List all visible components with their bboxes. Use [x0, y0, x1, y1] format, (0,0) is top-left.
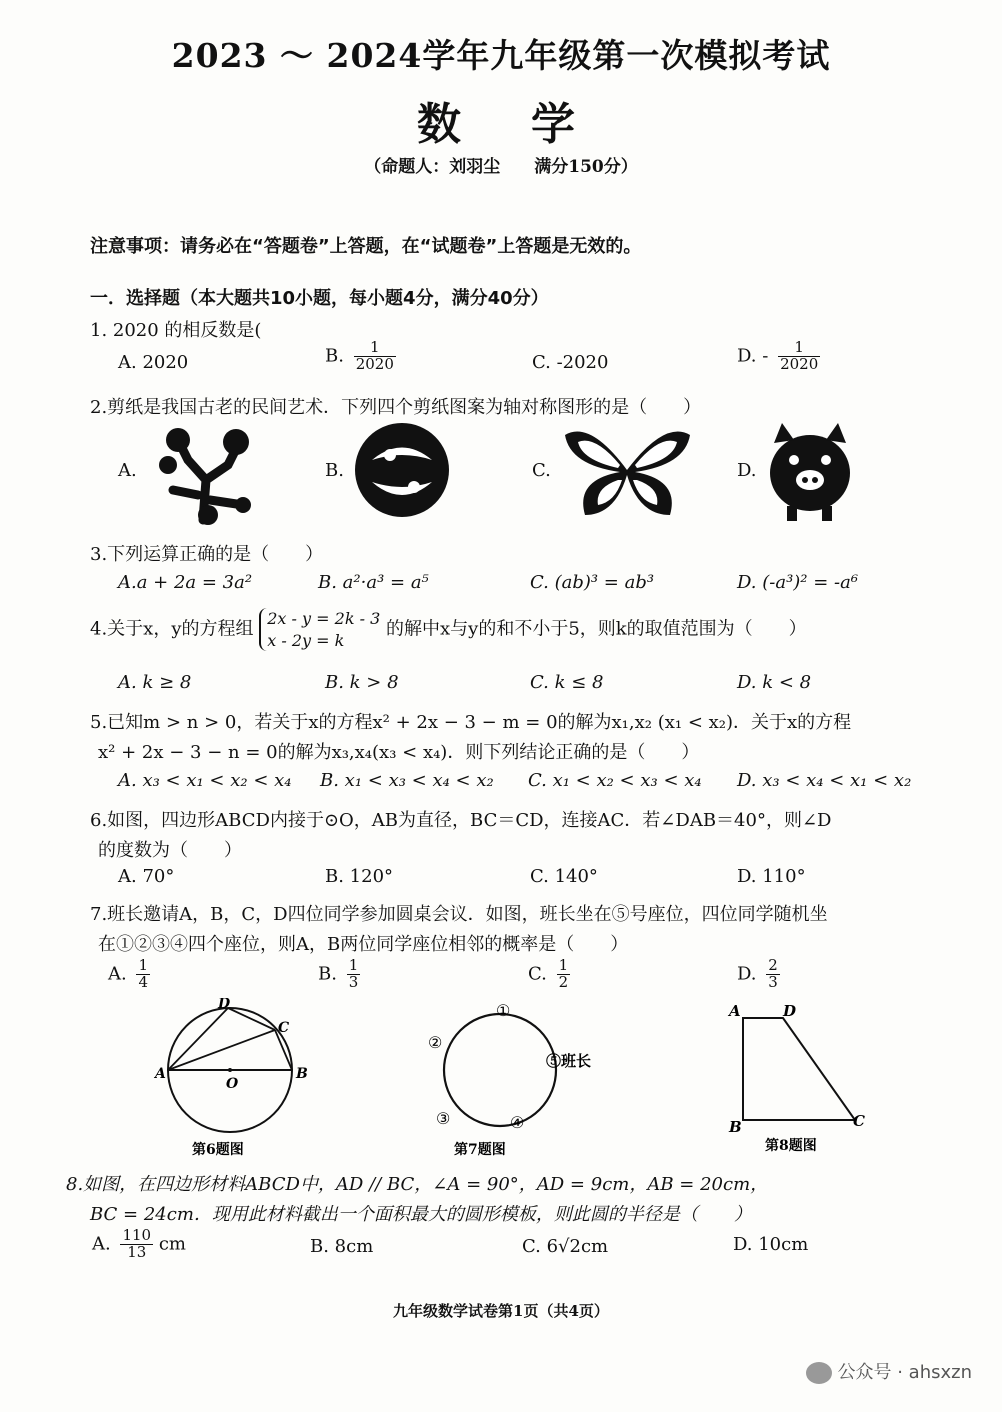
- q7-option-a-fraction: $\frac{1}{4}$: [138, 956, 149, 991]
- q1-stem: 1. 2020 的相反数是(: [90, 320, 262, 341]
- q5-option-b: B. x₁ < x₃ < x₄ < x₂: [320, 770, 494, 791]
- fig6-label-b: B: [296, 1066, 308, 1082]
- q3-option-c: C. (ab)³ = ab³: [530, 572, 655, 593]
- q1-option-a: A. 2020: [118, 352, 189, 373]
- q6-option-a: A. 70°: [118, 866, 175, 887]
- q7-line2: 在①②③④四个座位，则A，B两位同学座位相邻的概率是（ ）: [98, 934, 629, 955]
- q5-option-c: C. x₁ < x₂ < x₃ < x₄: [528, 770, 702, 791]
- fig6-label-c: C: [278, 1020, 290, 1036]
- papercut-pig-image: [762, 418, 857, 523]
- wechat-icon: [806, 1362, 832, 1384]
- fig6-caption: 第6题图: [192, 1142, 244, 1158]
- q4-stem-post: 的解中x与y的和不小于5，则k的取值范围为（ ）: [386, 618, 807, 640]
- q7-option-d-fraction: $\frac{2}{3}$: [768, 956, 778, 991]
- q7-option-c: C. $\frac{1}{2}$: [528, 956, 569, 991]
- q1-option-c: C. -2020: [532, 352, 609, 373]
- q1-option-b-label: B.: [325, 345, 344, 367]
- fig7-seat-1: ①: [496, 1001, 511, 1020]
- q3-option-a: A.a + 2a = 3a²: [118, 572, 253, 593]
- q4-option-c: C. k ≤ 8: [530, 672, 604, 693]
- q7-option-c-fraction: $\frac{1}{2}$: [558, 956, 569, 991]
- q8-line2: BC = 24cm．现用此材料截出一个面积最大的圆形模板，则此圆的半径是（ ）: [90, 1204, 752, 1225]
- q1-option-b: [325, 340, 396, 373]
- fig7-seat-3: ③: [436, 1109, 451, 1128]
- q4-option-d: D. k < 8: [737, 672, 812, 693]
- papercut-tree-bird-image: [148, 420, 258, 525]
- q2-option-a: A.: [118, 460, 137, 481]
- q3-stem: 3.下列运算正确的是（ ）: [90, 544, 324, 565]
- fig8-label-d: D: [783, 1002, 797, 1020]
- exam-title: 2023 ～ 2024学年九年级第一次模拟考试: [171, 36, 831, 75]
- q2-stem: 2.剪纸是我国古老的民间艺术．下列四个剪纸图案为轴对称图形的是（ ）: [90, 397, 702, 418]
- fig6-label-d: D: [218, 998, 231, 1012]
- fig6-label-o: O: [226, 1076, 239, 1092]
- q4-stem: [90, 608, 807, 651]
- q7-option-a: A. $\frac{1}{4}$: [108, 956, 149, 991]
- q4-eq1: 2x - y = 2k - 3: [267, 609, 381, 628]
- fig7-seat-4: ④: [510, 1113, 525, 1132]
- exam-info: （命题人：刘羽尘 满分150分）: [364, 157, 638, 177]
- q2-option-b: B.: [325, 460, 344, 481]
- q5-option-a: A. x₃ < x₁ < x₂ < x₄: [118, 770, 292, 791]
- page-footer: 九年级数学试卷第1页（共4页）: [393, 1302, 609, 1320]
- q2-option-c: C.: [532, 460, 551, 481]
- fig8-label-b: B: [729, 1118, 742, 1136]
- fig8-label-c: C: [853, 1112, 865, 1130]
- fig6-label-a: A: [155, 1066, 166, 1082]
- q4-stem-pre: 4.关于x，y的方程组: [90, 618, 254, 640]
- q8-option-a-fraction: $\frac{110}{13}$: [122, 1226, 152, 1261]
- fig6-center-point: [228, 1068, 232, 1072]
- q6-line1: 6.如图，四边形ABCD内接于⊙O，AB为直径，BC＝CD，连接AC．若∠DAB＝40°，则∠D: [90, 810, 832, 831]
- q8-line1: 8.如图，在四边形材料ABCD中，AD // BC，∠A = 90°，AD = 9cm，AB = 20cm，: [66, 1174, 769, 1195]
- watermark: [806, 1358, 973, 1384]
- q8-option-b: B. 8cm: [310, 1236, 374, 1257]
- q1-option-d-fraction: $\frac{1}{2020}$: [780, 338, 819, 373]
- fig8-label-a: A: [729, 1002, 741, 1020]
- fig6-chord-ac: [168, 1030, 275, 1070]
- figure-8: [725, 998, 875, 1158]
- notice: 注意事项：请务必在“答题卷”上答题，在“试题卷”上答题是无效的。: [90, 236, 642, 257]
- q6-option-d: D. 110°: [737, 866, 806, 887]
- fig7-caption: 第7题图: [454, 1142, 506, 1158]
- watermark-text: 公众号 · ahsxzn: [837, 1362, 972, 1383]
- q6-option-c: C. 140°: [530, 866, 598, 887]
- subject-title: 数学: [417, 99, 645, 150]
- q4-equation-system: [259, 608, 380, 651]
- q2-option-d: D.: [737, 460, 757, 481]
- q8-option-d: D. 10cm: [733, 1234, 809, 1255]
- q7-option-b: B. $\frac{1}{3}$: [318, 956, 359, 991]
- q1-option-b-fraction: $\frac{1}{2020}$: [355, 338, 394, 373]
- papercut-butterfly-image: [560, 420, 695, 520]
- q3-option-d: D. (-a³)² = -a⁶: [737, 572, 859, 593]
- q1-option-d-label: D. -: [737, 345, 769, 367]
- figure-7: [420, 998, 600, 1158]
- q6-option-b: B. 120°: [325, 866, 394, 887]
- q5-line1: 5.已知m > n > 0，若关于x的方程x² + 2x − 3 − m = 0的解为x₁,x₂ (x₁ < x₂)．关于x的方程: [90, 712, 852, 733]
- q7-option-b-fraction: $\frac{1}{3}$: [348, 956, 359, 991]
- papercut-fish-circle-image: [352, 420, 452, 520]
- fig7-seat-2: ②: [428, 1033, 443, 1052]
- fig8-caption: 第8题图: [765, 1138, 817, 1154]
- q6-line2: 的度数为（ ）: [98, 840, 242, 861]
- q7-line1: 7.班长邀请A，B，C，D四位同学参加圆桌会议．如图，班长坐在⑤号座位，四位同学随机坐: [90, 904, 828, 925]
- fig7-table-circle: [444, 1014, 556, 1126]
- q1-option-d: [737, 340, 820, 373]
- section-heading: 一．选择题（本大题共10小题，每小题4分，满分40分）: [90, 288, 549, 309]
- q7-option-d: D. $\frac{2}{3}$: [737, 956, 778, 991]
- q3-option-b: B. a²·a³ = a⁵: [318, 572, 429, 593]
- fig7-seat-5: ⑤班长: [546, 1052, 592, 1070]
- q8-option-c: C. 6√2cm: [522, 1236, 609, 1257]
- q4-eq2: x - 2y = k: [267, 630, 345, 650]
- q8-option-a: A. $\frac{110}{13}$ cm: [92, 1226, 186, 1261]
- q5-option-d: D. x₃ < x₄ < x₁ < x₂: [737, 770, 912, 791]
- fig8-trapezoid: [743, 1018, 855, 1120]
- figure-6: [150, 998, 310, 1158]
- q4-option-a: A. k ≥ 8: [118, 672, 192, 693]
- q5-line2: x² + 2x − 3 − n = 0的解为x₃,x₄(x₃ < x₄)．则下列结论正确的是（ ）: [98, 742, 700, 763]
- q4-option-b: B. k > 8: [325, 672, 399, 693]
